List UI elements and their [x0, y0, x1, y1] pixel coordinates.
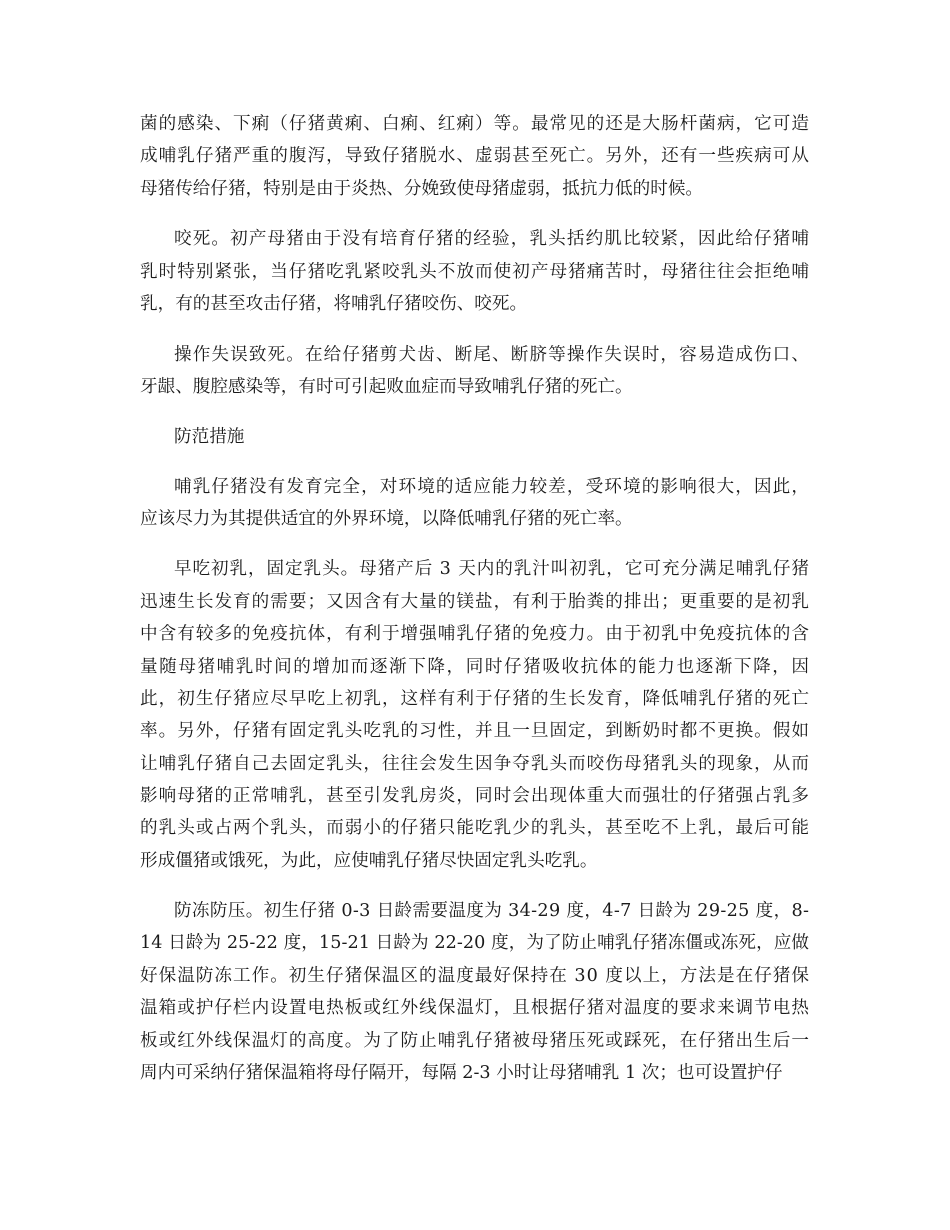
text-line: 中含有较多的免疫抗体，有利于增强哺乳仔猪的免疫力。由于初乳中免疫抗体的含	[140, 624, 811, 644]
text-line: 菌的感染、下痢（仔猪黄痢、白痢、红痢）等。最常见的还是大肠杆菌病，它可造	[140, 114, 811, 134]
text-line: 操作失误致死。在给仔猪剪犬齿、断尾、断脐等操作失误时，容易造成伤口、	[174, 345, 811, 365]
text-line: 率。另外，仔猪有固定乳头吃乳的习性，并且一旦固定，到断奶时都不更换。假如	[140, 721, 811, 741]
text-line: 让哺乳仔猪自己去固定乳头，往往会发生因争夺乳头而咬伤母猪乳头的现象，从而	[140, 754, 811, 774]
text-line: 乳时特别紧张，当仔猪吃乳紧咬乳头不放而使初产母猪痛苦时，母猪往往会拒绝哺	[140, 262, 811, 282]
text-line: 的乳头或占两个乳头，而弱小的仔猪只能吃乳少的乳头，甚至吃不上乳，最后可能	[140, 818, 811, 838]
text-line: 影响母猪的正常哺乳，甚至引发乳房炎，同时会出现体重大而强壮的仔猪强占乳多	[140, 786, 811, 806]
text-line: 好保温防冻工作。初生仔猪保温区的温度最好保持在 30 度以上，方法是在仔猪保	[140, 966, 811, 986]
text-line: 防冻防压。初生仔猪 0-3 日龄需要温度为 34-29 度，4-7 日龄为 29-25 度，8-	[174, 901, 810, 921]
text-line: 咬死。初产母猪由于没有培育仔猪的经验，乳头括约肌比较紧，因此给仔猪哺	[174, 229, 811, 249]
text-line: 温箱或护仔栏内设置电热板或红外线保温灯，且根据仔猪对温度的要求来调节电热	[140, 998, 811, 1018]
text-line: 乳，有的甚至攻击仔猪，将哺乳仔猪咬伤、咬死。	[140, 294, 528, 314]
text-line: 周内可采纳仔猪保温箱将母仔隔开，每隔 2-3 小时让母猪哺乳 1 次；也可设置护仔	[140, 1063, 783, 1083]
text-line: 早吃初乳，固定乳头。母猪产后 3 天内的乳汁叫初乳，它可充分满足哺乳仔猪	[174, 559, 810, 579]
text-line: 板或红外线保温灯的高度。为了防止哺乳仔猪被母猪压死或踩死，在仔猪出生后一	[140, 1031, 811, 1051]
text-line: 成哺乳仔猪严重的腹泻，导致仔猪脱水、虚弱甚至死亡。另外，还有一些疾病可从	[140, 146, 811, 166]
text-line: 此，初生仔猪应尽早吃上初乳，这样有利于仔猪的生长发育，降低哺乳仔猪的死亡	[140, 689, 811, 709]
text-line: 量随母猪哺乳时间的增加而逐渐下降，同时仔猪吸收抗体的能力也逐渐下降，因	[140, 657, 811, 677]
text-line: 迅速生长发育的需要；又因含有大量的镁盐，有利于胎粪的排出；更重要的是初乳	[140, 592, 811, 612]
text-line: 母猪传给仔猪，特别是由于炎热、分娩致使母猪虚弱，抵抗力低的时候。	[140, 179, 704, 199]
text-line: 哺乳仔猪没有发育完全，对环境的适应能力较差，受环境的影响很大，因此，	[174, 477, 811, 497]
text-line: 应该尽力为其提供适宜的外界环境，以降低哺乳仔猪的死亡率。	[140, 509, 633, 529]
text-line: 形成僵猪或饿死，为此，应使哺乳仔猪尽快固定乳头吃乳。	[140, 851, 598, 871]
text-line: 14 日龄为 25-22 度，15-21 日龄为 22-20 度，为了防止哺乳仔猪冻僵或冻死，应做	[140, 933, 810, 953]
text-line: 牙龈、腹腔感染等，有时可引起败血症而导致哺乳仔猪的死亡。	[140, 377, 633, 397]
text-line: 防范措施	[174, 427, 245, 447]
